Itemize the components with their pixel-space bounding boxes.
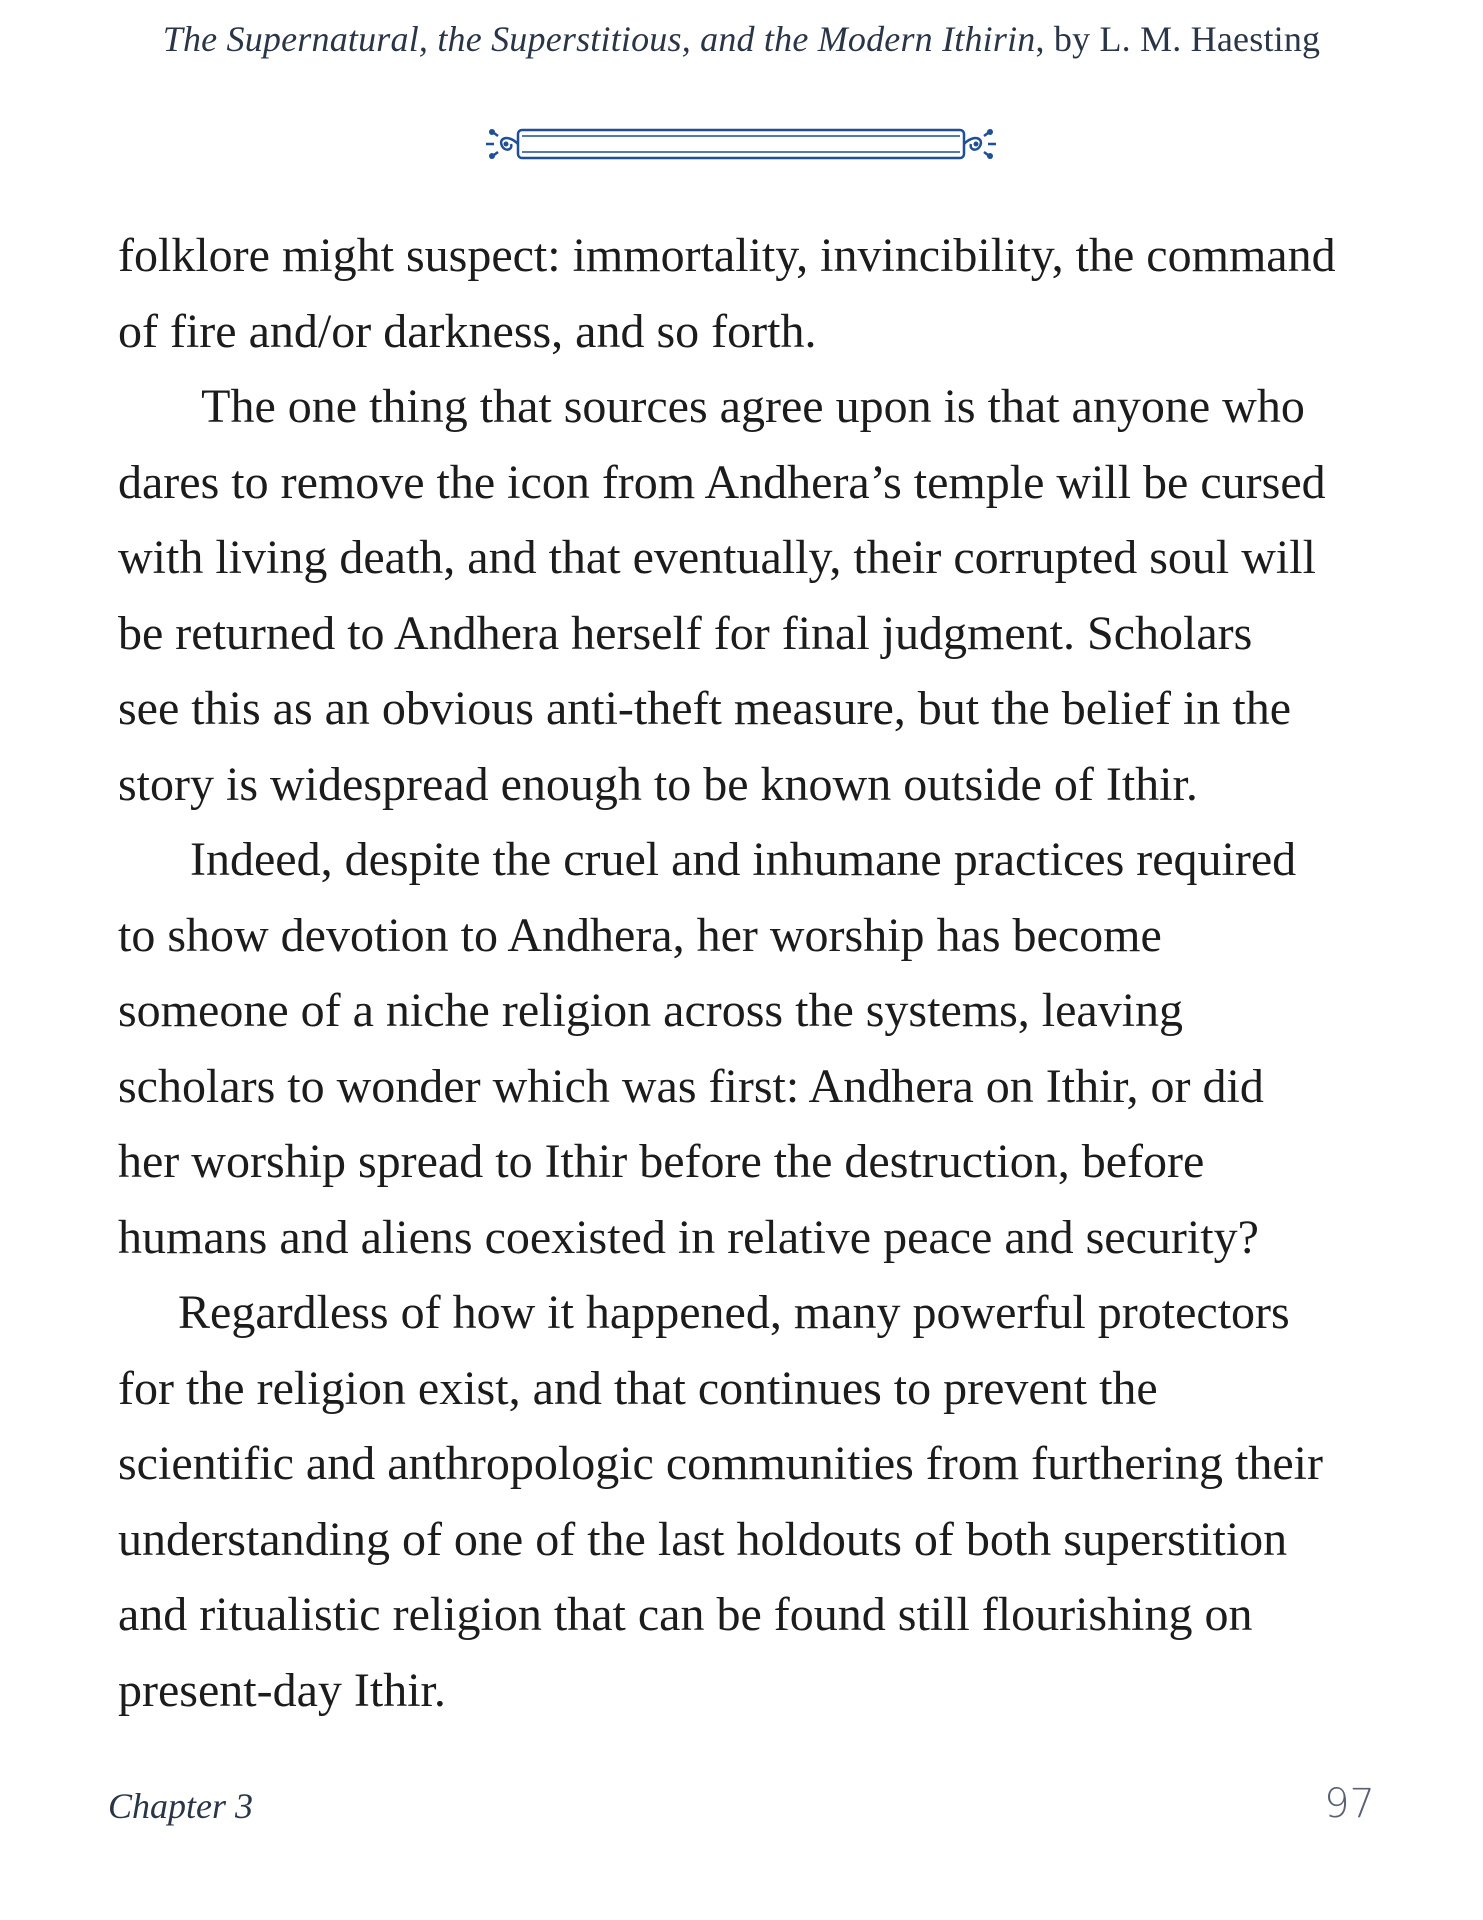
running-header xyxy=(0,18,1483,60)
text-line: present-day Ithir. xyxy=(118,1663,446,1717)
text-line: her worship spread to Ithir before the destruction, before xyxy=(118,1135,1205,1188)
text-line: dares to remove the icon from Andhera’s temple will be cursed xyxy=(118,455,1326,509)
text-line: scientific and anthropologic communities from furthering their xyxy=(118,1437,1323,1490)
text-line: for the religion exist, and that continues to prevent the xyxy=(118,1361,1158,1415)
text-line: with living death, and that eventually, their corrupted soul will xyxy=(118,531,1316,584)
text-line: Indeed, despite the cruel and inhumane practices required xyxy=(118,833,1297,886)
text-line: The one thing that sources agree upon is that anyone who xyxy=(118,380,1305,433)
scroll-frame-divider-icon xyxy=(482,120,1000,168)
text-line: and ritualistic religion that can be found still flourishing on xyxy=(118,1588,1253,1641)
text-line: someone of a niche religion across the systems, leaving xyxy=(118,984,1184,1037)
page-number: 97 xyxy=(1324,1781,1375,1827)
text-line: Regardless of how it happened, many powerful protectors xyxy=(118,1286,1290,1339)
text-line: story is widespread enough to be known outside of Ithir. xyxy=(118,757,1198,811)
text-line: see this as an obvious anti-theft measure, but the belief in the xyxy=(118,682,1291,735)
chapter-label: Chapter 3 xyxy=(108,1786,254,1826)
text-line: scholars to wonder which was first: Andhera on Ithir, or did xyxy=(118,1059,1264,1113)
text-line: understanding of one of the last holdouts of both superstition xyxy=(118,1512,1288,1566)
text-line: to show devotion to Andhera, her worship has become xyxy=(118,908,1162,962)
author-byline: , by L. M. Haesting xyxy=(1035,19,1321,59)
text-line: humans and aliens coexisted in relative peace and security? xyxy=(118,1210,1259,1264)
book-title: The Supernatural, the Superstitious, and the Modern Ithirin xyxy=(162,19,1036,59)
text-line: be returned to Andhera herself for final judgment. Scholars xyxy=(118,606,1253,660)
body-text xyxy=(118,218,1418,1728)
text-line: folklore might suspect: immortality, invincibility, the command xyxy=(118,229,1336,282)
text-line: of fire and/or darkness, and so forth. xyxy=(118,304,817,358)
page-footer xyxy=(0,1781,1483,1845)
